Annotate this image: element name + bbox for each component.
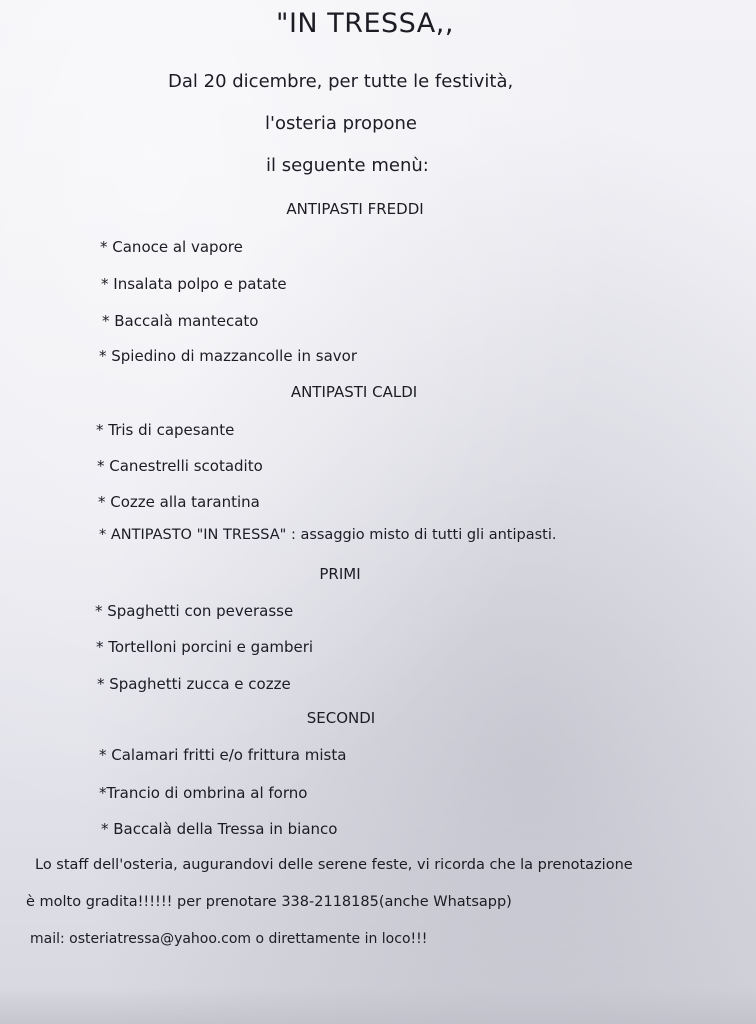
section-heading-primi: PRIMI <box>319 565 361 583</box>
section-heading-antipasti-caldi: ANTIPASTI CALDI <box>290 383 418 401</box>
menu-item: * Spaghetti zucca e cozze <box>97 675 291 693</box>
menu-item: * Insalata polpo e patate <box>101 275 287 293</box>
menu-item: * Canestrelli scotadito <box>97 457 263 475</box>
intro-line-menu: il seguente menù: <box>266 155 429 176</box>
menu-item: * Baccalà mantecato <box>102 312 259 330</box>
menu-item: * Canoce al vapore <box>100 238 243 256</box>
footer-phone: è molto gradita!!!!!! per prenotare 338-2118185(anche Whatsapp) <box>26 894 512 910</box>
menu-item: * Tris di capesante <box>96 421 235 439</box>
footer-reservation-note: Lo staff dell'osteria, augurandovi delle serene feste, vi ricorda che la prenotazione <box>35 857 633 873</box>
intro-line-proposal: l'osteria propone <box>265 113 417 134</box>
menu-item: * Spiedino di mazzancolle in savor <box>99 347 357 365</box>
menu-item: * Baccalà della Tressa in bianco <box>101 820 338 838</box>
footer-email: mail: osteriatressa@yahoo.com o direttamente in loco!!! <box>30 931 428 947</box>
restaurant-title: "IN TRESSA,, <box>276 8 454 39</box>
menu-item: * Spaghetti con peverasse <box>95 602 294 620</box>
intro-line-dates: Dal 20 dicembre, per tutte le festività, <box>168 71 514 92</box>
menu-item: * Tortelloni porcini e gamberi <box>96 638 314 656</box>
section-heading-secondi: SECONDI <box>306 709 376 727</box>
menu-item: * Calamari fritti e/o frittura mista <box>99 746 347 764</box>
menu-item: * ANTIPASTO "IN TRESSA" : assaggio misto di tutti gli antipasti. <box>99 527 557 543</box>
paper-bottom-shadow <box>0 988 756 1024</box>
menu-item: * Cozze alla tarantina <box>98 493 260 511</box>
menu-item: *Trancio di ombrina al forno <box>99 784 308 802</box>
section-heading-antipasti-freddi: ANTIPASTI FREDDI <box>286 200 424 218</box>
